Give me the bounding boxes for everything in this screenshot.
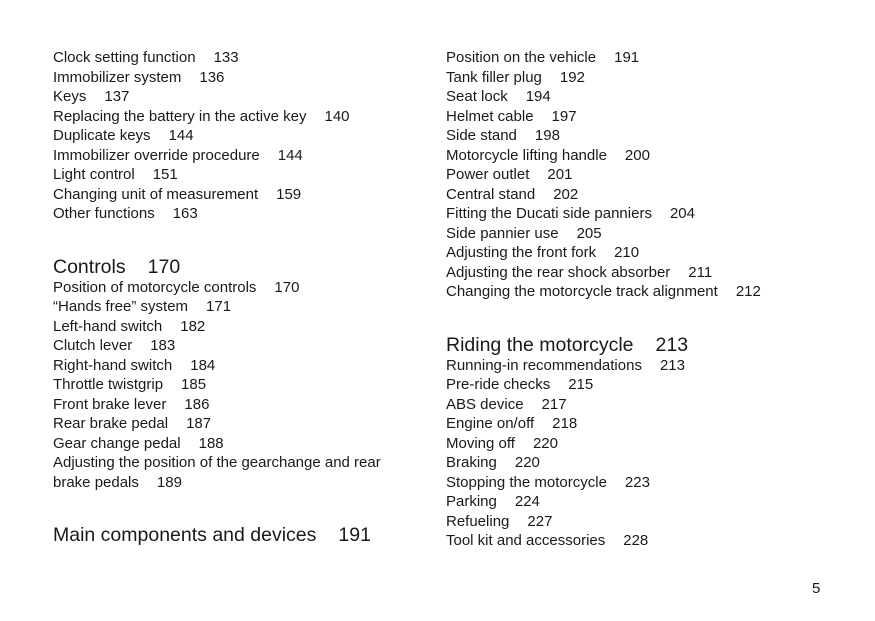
toc-entry[interactable]: Adjusting the rear shock absorber 211 bbox=[446, 263, 713, 281]
toc-entry[interactable]: Duplicate keys 144 bbox=[53, 127, 194, 144]
toc-left-column bbox=[53, 48, 423, 546]
toc-entry[interactable]: Central stand 202 bbox=[446, 185, 579, 203]
section-heading-controls[interactable]: Controls 170 bbox=[53, 255, 181, 278]
toc-entry[interactable]: Left-hand switch 182 bbox=[53, 317, 206, 335]
toc-right-column bbox=[446, 48, 846, 551]
toc-entry[interactable]: Immobilizer system 136 bbox=[53, 68, 225, 86]
toc-entry[interactable]: Tool kit and accessories 228 bbox=[446, 532, 649, 549]
toc-entry[interactable]: Clutch lever 183 bbox=[53, 337, 176, 354]
toc-entry[interactable]: Side pannier use 205 bbox=[446, 224, 602, 242]
toc-entry[interactable]: Refueling 227 bbox=[446, 512, 553, 530]
toc-entry[interactable]: Braking 220 bbox=[446, 454, 540, 471]
toc-entry[interactable]: Keys 137 bbox=[53, 88, 130, 105]
toc-entry[interactable]: Moving off 220 bbox=[446, 434, 558, 452]
toc-entry[interactable]: Immobilizer override procedure 144 bbox=[53, 146, 303, 164]
toc-entry[interactable]: ABS device 217 bbox=[446, 395, 567, 413]
toc-entry[interactable]: Front brake lever 186 bbox=[53, 395, 210, 413]
toc-entry[interactable]: Changing unit of measurement 159 bbox=[53, 185, 302, 203]
toc-entry[interactable]: Rear brake pedal 187 bbox=[53, 415, 212, 432]
toc-entry[interactable]: Pre-ride checks 215 bbox=[446, 376, 594, 393]
toc-entry[interactable]: Gear change pedal 188 bbox=[53, 434, 224, 452]
toc-entry[interactable]: Stopping the motorcycle 223 bbox=[446, 473, 650, 491]
toc-group-instruments bbox=[53, 48, 423, 224]
toc-entry[interactable]: Tank filler plug 192 bbox=[446, 68, 585, 86]
toc-entry[interactable]: “Hands free” system 171 bbox=[53, 298, 232, 315]
toc-entry[interactable]: Power outlet 201 bbox=[446, 166, 573, 183]
toc-entry[interactable]: Side stand 198 bbox=[446, 127, 560, 144]
toc-entry[interactable]: Right-hand switch 184 bbox=[53, 356, 216, 374]
toc-entry[interactable]: Light control 151 bbox=[53, 166, 178, 183]
toc-entry[interactable]: Motorcycle lifting handle 200 bbox=[446, 146, 650, 164]
section-heading-riding[interactable]: Riding the motorcycle 213 bbox=[446, 333, 689, 356]
section-heading-main-components[interactable]: Main components and devices 191 bbox=[53, 524, 371, 546]
toc-entry[interactable]: Parking 224 bbox=[446, 493, 540, 510]
toc-entry[interactable]: Seat lock 194 bbox=[446, 88, 551, 105]
toc-entry[interactable]: Adjusting the position of the gearchange and rear brake pedals 189 bbox=[53, 454, 381, 491]
toc-group-components bbox=[446, 48, 846, 302]
toc-entry[interactable]: Position of motorcycle controls 170 bbox=[53, 278, 300, 296]
toc-group-controls bbox=[53, 278, 423, 493]
toc-entry[interactable]: Other functions 163 bbox=[53, 205, 198, 222]
toc-entry[interactable]: Position on the vehicle 191 bbox=[446, 49, 640, 66]
toc-entry[interactable]: Engine on/off 218 bbox=[446, 415, 578, 432]
toc-group-riding bbox=[446, 356, 846, 551]
toc-entry[interactable]: Running-in recommendations 213 bbox=[446, 356, 685, 374]
toc-entry[interactable]: Helmet cable 197 bbox=[446, 107, 577, 125]
toc-entry[interactable]: Throttle twistgrip 185 bbox=[53, 376, 207, 393]
toc-entry[interactable]: Adjusting the front fork 210 bbox=[446, 244, 640, 261]
toc-entry[interactable]: Changing the motorcycle track alignment 212 bbox=[446, 283, 761, 300]
toc-entry[interactable]: Replacing the battery in the active key 140 bbox=[53, 107, 350, 125]
page-number: 5 bbox=[812, 580, 821, 597]
toc-entry[interactable]: Clock setting function 133 bbox=[53, 49, 239, 66]
toc-entry[interactable]: Fitting the Ducati side panniers 204 bbox=[446, 205, 695, 222]
